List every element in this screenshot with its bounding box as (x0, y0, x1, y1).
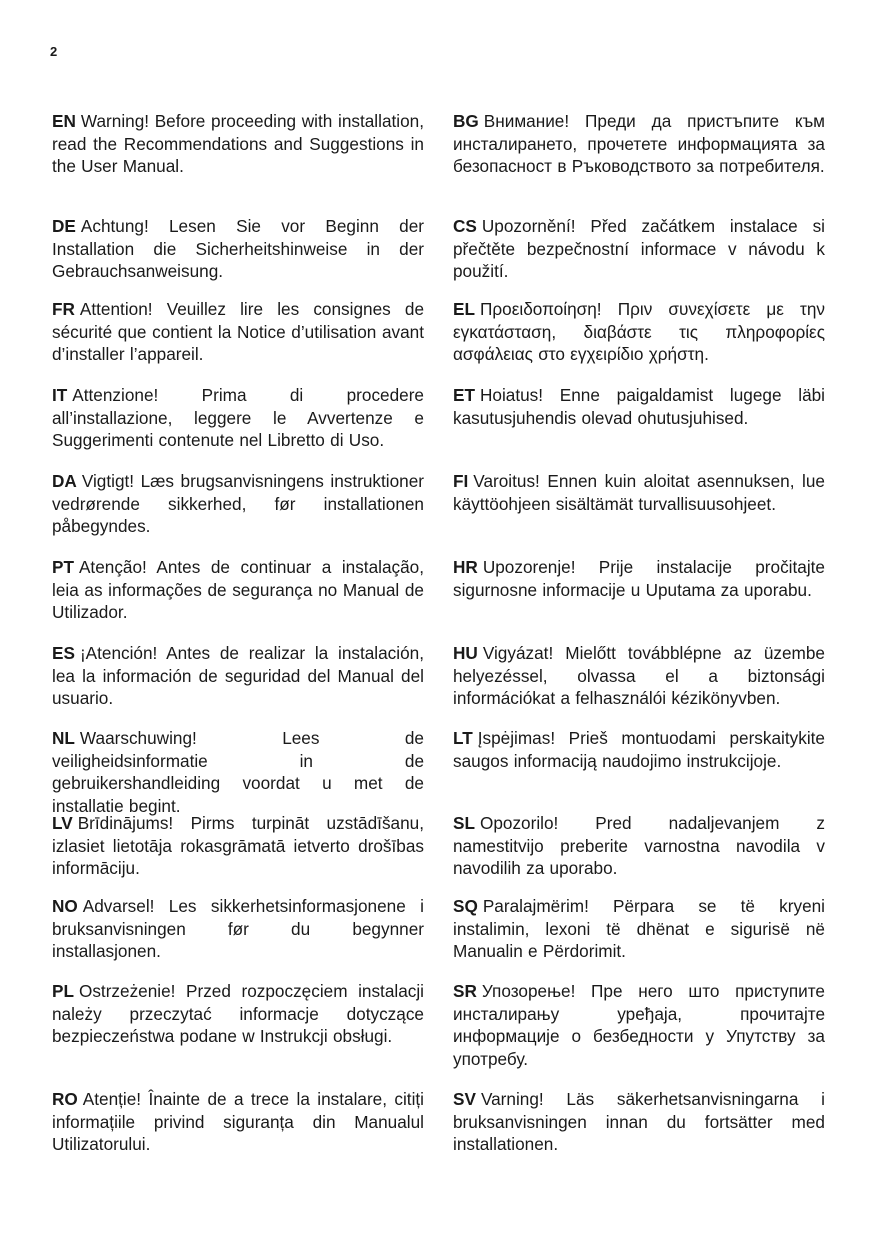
language-code: NL (52, 728, 75, 748)
warning-text: Įspėjimas! Prieš montuodami perskaitykite saugos informaciją naudojimo instrukcijoje. (453, 728, 825, 771)
warning-entry-pt (52, 556, 424, 624)
language-code: FR (52, 299, 75, 319)
warning-text: Atenção! Antes de continuar a instalação, leia as informações de segurança no Manual de Utilizador. (52, 557, 424, 622)
language-code: ES (52, 643, 75, 663)
language-code: SR (453, 981, 477, 1001)
warning-text: Varoitus! Ennen kuin aloitat asennuksen, lue käyttöohjeen sisältämät turvallisuusohjeet. (453, 471, 825, 514)
warning-text: Attention! Veuillez lire les consignes de sécurité que contient la Notice d’utilisation avant d’installer l’appareil. (52, 299, 424, 364)
language-code: SV (453, 1089, 476, 1109)
language-code: FI (453, 471, 469, 491)
warning-entry-sl (453, 812, 825, 880)
warning-text: Varning! Läs säkerhetsanvisningarna i bruksanvisningen innan du fortsätter med installationen. (453, 1089, 825, 1154)
warning-entry-de (52, 215, 424, 283)
language-code: EL (453, 299, 475, 319)
language-code: LV (52, 813, 73, 833)
warning-entry-bg (453, 110, 825, 178)
language-code: SQ (453, 896, 478, 916)
warning-text: Attenzione! Prima di procedere all’installazione, leggere le Avvertenze e Suggerimenti contenute nel Libretto di Uso. (52, 385, 424, 450)
language-code: PL (52, 981, 74, 1001)
warning-text: Упозорење! Пре него што приступите инсталирању уређаја, прочитајте информације о безбедности у Упутству за употребу. (453, 981, 825, 1069)
language-code: DE (52, 216, 76, 236)
warning-entry-es (52, 642, 424, 710)
warning-entry-hr (453, 556, 825, 601)
warning-entry-el (453, 298, 825, 366)
warning-text: Внимание! Преди да пристъпите към инсталирането, прочетете информацията за безопасност в Ръководството за потребителя. (453, 111, 825, 176)
warning-entry-lt (453, 727, 825, 772)
warning-text: ¡Atención! Antes de realizar la instalación, lea la información de seguridad del Manual del usuario. (52, 643, 424, 708)
warning-entry-it (52, 384, 424, 452)
warning-entry-nl (52, 727, 424, 817)
warning-entry-en (52, 110, 424, 178)
warning-entry-hu (453, 642, 825, 710)
warning-text: Vigyázat! Mielőtt továbblépne az üzembe helyezéssel, olvassa el a biztonsági információkat a felhasználói kézikönyvben. (453, 643, 825, 708)
language-code: DA (52, 471, 77, 491)
language-code: IT (52, 385, 68, 405)
warning-text: Brīdinājums! Pirms turpināt uzstādīšanu, izlasiet lietotāja rokasgrāmatā ietverto drošības informāciju. (52, 813, 424, 878)
warning-entry-da (52, 470, 424, 538)
warning-text: Advarsel! Les sikkerhetsinformasjonene i bruksanvisningen før du begynner installasjonen. (52, 896, 424, 961)
warning-entry-et (453, 384, 825, 429)
language-code: HR (453, 557, 478, 577)
language-code: BG (453, 111, 479, 131)
warning-text: Προειδοποίηση! Πριν συνεχίσετε με την εγκατάσταση, διαβάστε τις πληροφορίες ασφάλειας στο εγχειρίδιο χρήστη. (453, 299, 825, 364)
language-code: NO (52, 896, 78, 916)
language-code: EN (52, 111, 76, 131)
warning-text: Waarschuwing! Lees de veiligheidsinformatie in de gebruikershandleiding voordat u met de installatie begint. (52, 728, 424, 816)
page-number: 2 (50, 44, 58, 59)
warning-entry-sr (453, 980, 825, 1070)
warning-text: Upozorenje! Prije instalacije pročitajte sigurnosne informacije u Uputama za uporabu. (453, 557, 825, 600)
warning-entry-lv (52, 812, 424, 880)
warning-entry-fi (453, 470, 825, 515)
warning-text: Upozornění! Před začátkem instalace si přečtěte bezpečnostní informace v návodu k použití. (453, 216, 825, 281)
warning-entry-cs (453, 215, 825, 283)
warning-text: Opozorilo! Pred nadaljevanjem z namestitvijo preberite varnostna navodila v navodilih za uporabo. (453, 813, 825, 878)
warning-entry-ro (52, 1088, 424, 1156)
language-code: SL (453, 813, 475, 833)
warning-text: Warning! Before proceeding with installation, read the Recommendations and Suggestions in the User Manual. (52, 111, 424, 176)
warning-entry-no (52, 895, 424, 963)
warning-text: Paralajmërim! Përpara se të kryeni instalimin, lexoni të dhënat e sigurisë në Manualin e Përdorimit. (453, 896, 825, 961)
language-code: PT (52, 557, 74, 577)
warning-entry-sv (453, 1088, 825, 1156)
warning-text: Achtung! Lesen Sie vor Beginn der Installation die Sicherheitshinweise in der Gebrauchsanweisung. (52, 216, 424, 281)
warning-entry-fr (52, 298, 424, 366)
language-code: HU (453, 643, 478, 663)
warning-text: Hoiatus! Enne paigaldamist lugege läbi kasutusjuhendis olevad ohutusjuhised. (453, 385, 825, 428)
language-code: ET (453, 385, 475, 405)
language-code: CS (453, 216, 477, 236)
warning-text: Ostrzeżenie! Przed rozpoczęciem instalacji należy przeczytać informacje dotyczące bezpieczeństwa podane w Instrukcji obsługi. (52, 981, 424, 1046)
language-code: RO (52, 1089, 78, 1109)
warning-text: Vigtigt! Læs brugsanvisningens instruktioner vedrørende sikkerhed, før installationen påbegyndes. (52, 471, 424, 536)
warning-entry-sq (453, 895, 825, 963)
warning-entry-pl (52, 980, 424, 1048)
warning-text: Atenție! Înainte de a trece la instalare, citiți informațiile privind siguranța din Manualul Utilizatorului. (52, 1089, 424, 1154)
language-code: LT (453, 728, 473, 748)
